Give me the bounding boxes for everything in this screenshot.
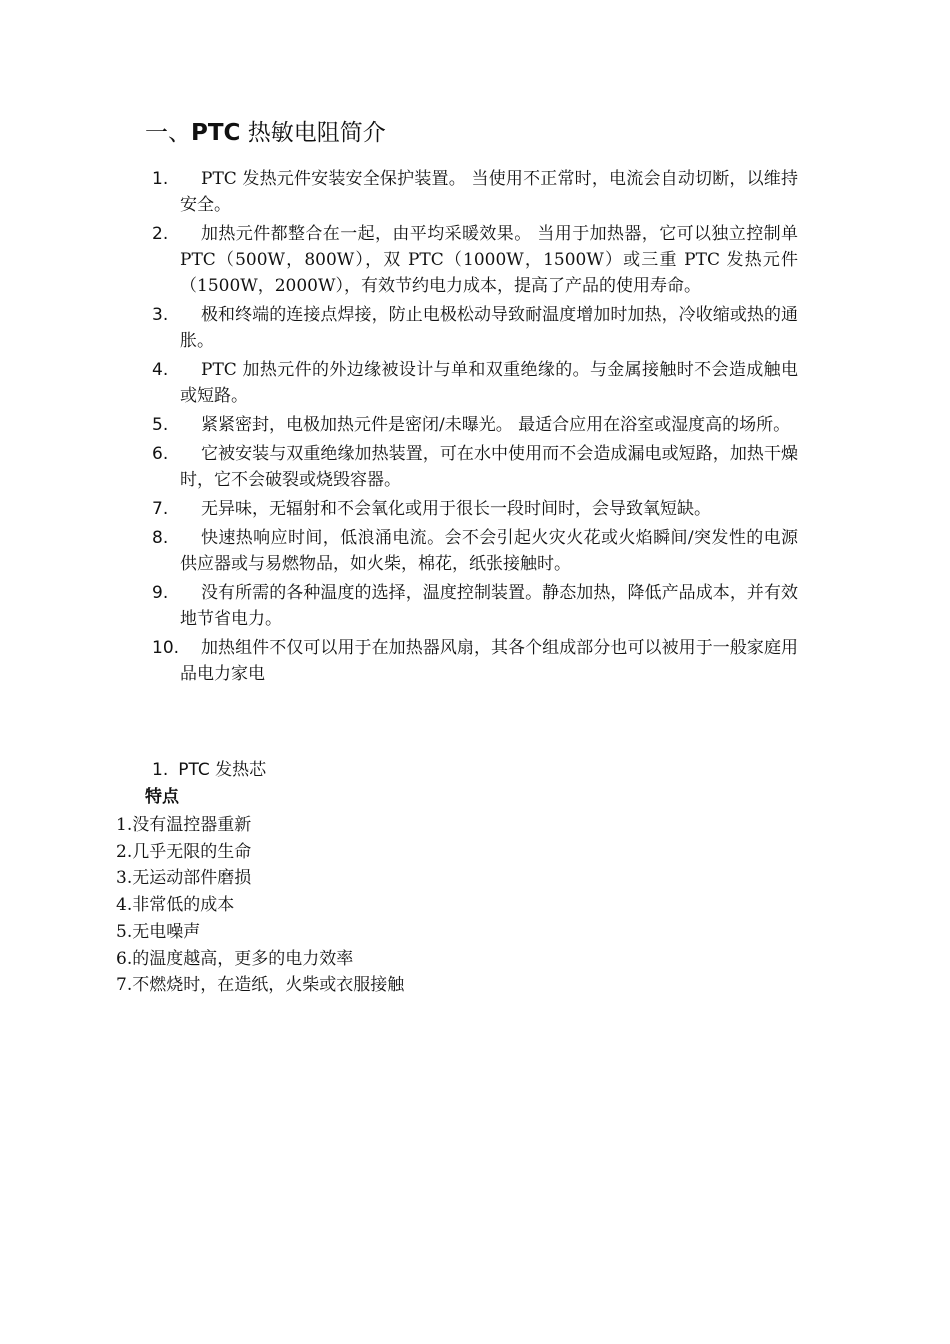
subheading — [152, 757, 276, 783]
intro-item — [0, 166, 950, 218]
intro-item-number: 7. — [152, 499, 169, 519]
intro-item-number: 3. — [152, 305, 169, 325]
intro-item-text: 紧紧密封，电极加热元件是密闭/未曝光。 最适合应用在浴室或湿度高的场所。 — [201, 415, 791, 435]
section-title — [145, 116, 386, 150]
section-title-ptc: PTC — [191, 120, 241, 146]
intro-item-text: 它被安装与双重绝缘加热装置，可在水中使用而不会造成漏电或短路，加热干燥时，它不会破裂或烧毁容器。 — [180, 444, 798, 490]
intro-item-text: 无异味，无辐射和不会氧化或用于很长一段时间时，会导致氧短缺。 — [201, 499, 711, 519]
intro-item-number: 2. — [152, 224, 169, 244]
intro-item — [0, 580, 950, 632]
intro-list — [0, 166, 950, 690]
intro-item — [0, 357, 950, 409]
intro-item — [0, 441, 950, 493]
intro-item — [0, 525, 950, 577]
intro-item-number: 1. — [152, 169, 169, 189]
section-title-suffix: 热敏电阻简介 — [240, 120, 386, 146]
intro-item-text: 加热组件不仅可以用于在加热器风扇，其各个组成部分也可以被用于一般家庭用品电力家电 — [180, 638, 798, 684]
intro-item-number: 10. — [152, 638, 180, 658]
intro-item — [0, 221, 950, 299]
intro-item-number: 8. — [152, 528, 169, 548]
intro-item-number: 9. — [152, 583, 169, 603]
intro-item-number: 4. — [152, 360, 169, 380]
subheading-number: 1. — [152, 760, 169, 780]
feature-item: 7.不燃烧时，在造纸，火柴或衣服接触 — [116, 975, 405, 996]
intro-item-text: 加热元件都整合在一起，由平均采暖效果。 当用于加热器，它可以独立控制单 PTC（500W，800W），双 PTC（1000W，1500W）或三重 PTC 发热元件（1500W，2000W），有效节约电力成本，提高了产品的使用寿命。 — [180, 224, 798, 296]
intro-item — [0, 496, 950, 522]
intro-item-text: PTC 发热元件安装安全保护装置。 当使用不正常时，电流会自动切断，以维持安全。 — [180, 169, 798, 215]
intro-item — [0, 302, 950, 354]
intro-item-text: PTC 加热元件的外边缘被设计与单和双重绝缘的。与金属接触时不会造成触电或短路。 — [180, 360, 798, 406]
section-title-prefix: 一、 — [145, 120, 191, 146]
feature-item: 4.非常低的成本 — [116, 895, 235, 916]
feature-item: 5.无电噪声 — [116, 921, 201, 942]
feature-item: 2.几乎无限的生命 — [116, 841, 252, 862]
feature-item: 1.没有温控器重新 — [116, 815, 252, 835]
intro-item-number: 5. — [152, 415, 169, 435]
intro-item — [0, 412, 950, 438]
feature-item: 3.无运动部件磨损 — [116, 868, 252, 889]
intro-item — [0, 635, 950, 687]
intro-item-text: 没有所需的各种温度的选择，温度控制装置。静态加热，降低产品成本，并有效地节省电力。 — [180, 583, 798, 629]
features-label: 特点 — [145, 787, 179, 807]
intro-item-text: 快速热响应时间，低浪涌电流。会不会引起火灾火花或火焰瞬间/突发性的电源供应器或与易燃物品，如火柴，棉花，纸张接触时。 — [180, 528, 798, 574]
subheading-text: PTC 发热芯 — [178, 760, 267, 780]
features-list — [116, 812, 404, 999]
intro-item-text: 极和终端的连接点焊接，防止电极松动导致耐温度增加时加热，冷收缩或热的通胀。 — [180, 305, 798, 351]
intro-item-number: 6. — [152, 444, 169, 464]
feature-item: 6.的温度越高，更多的电力效率 — [116, 948, 354, 969]
